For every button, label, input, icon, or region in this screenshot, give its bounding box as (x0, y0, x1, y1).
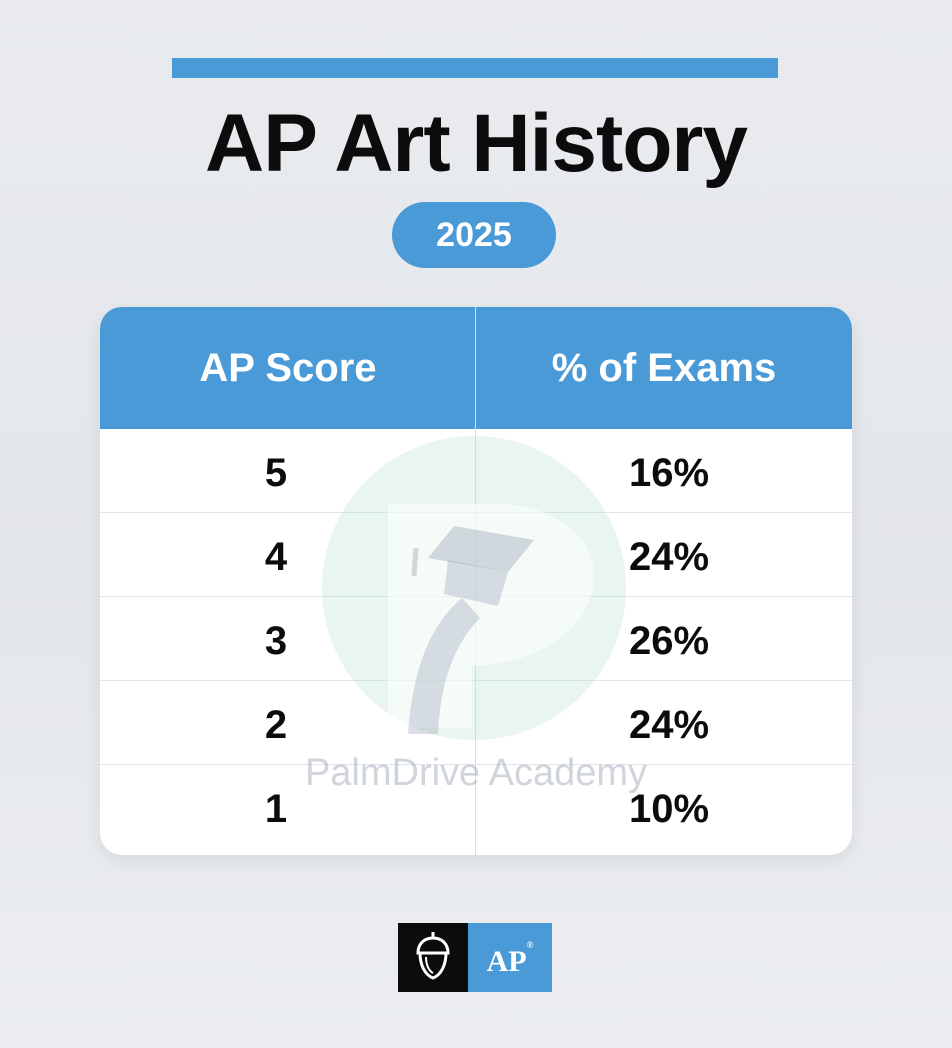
table-row (100, 597, 852, 681)
column-header-percent: % of Exams (551, 346, 777, 390)
score-cell: 3 (264, 619, 288, 663)
percent-cell: 26% (628, 619, 710, 663)
table-row (100, 513, 852, 597)
acorn-icon (398, 923, 468, 992)
percent-cell: 10% (628, 787, 710, 831)
ap-wordmark: AP® (468, 923, 552, 992)
table-header (100, 307, 852, 429)
table-body (100, 429, 852, 855)
top-accent-bar (172, 58, 778, 78)
page-title: AP Art History (205, 98, 747, 189)
watermark-text: PalmDrive Academy (304, 752, 648, 794)
percent-cell: 24% (628, 535, 710, 579)
table-row (100, 429, 852, 513)
percent-cell: 16% (628, 451, 710, 495)
score-cell: 4 (264, 535, 288, 579)
percent-cell: 24% (628, 703, 710, 747)
score-distribution-table (100, 307, 852, 855)
score-cell: 5 (264, 451, 288, 495)
score-cell: 2 (264, 703, 288, 747)
column-header-score: AP Score (199, 346, 377, 390)
table-row (100, 681, 852, 765)
table-row (100, 765, 852, 849)
year-badge: 2025 (392, 202, 556, 268)
ap-logo (398, 923, 552, 992)
score-cell: 1 (264, 787, 288, 831)
column-divider (475, 307, 476, 855)
